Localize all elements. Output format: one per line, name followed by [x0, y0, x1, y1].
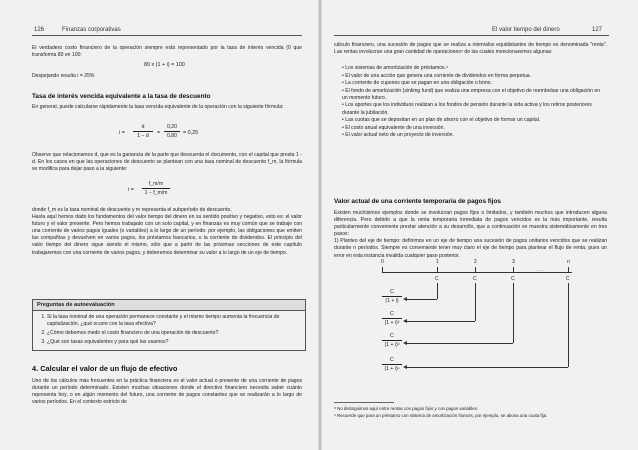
connector: [475, 283, 476, 321]
footnote: ⁹ Recuerde que para un préstamo con sistema de amortización francés, por ejemplo, se abona una cuota fija.: [334, 413, 548, 418]
formula-denominator: 1 − d: [137, 132, 149, 139]
question-list: [33, 314, 299, 348]
annuity-examples-list: [334, 65, 607, 140]
tick-label: 2: [474, 259, 477, 265]
page-number-right: 127: [592, 27, 603, 33]
formula-result: = 0,25: [183, 130, 199, 136]
formula2-denominator: 1 − f_m/m: [144, 189, 168, 196]
list-item: • El valor de una acción que genera una corriente de dividendos en forma perpetua.: [342, 73, 607, 80]
pv-denominator: (1 + i)³: [384, 341, 400, 348]
header-rule: [32, 35, 302, 36]
self-assessment-title: Preguntas de autoevaluación: [33, 300, 305, 311]
equation-1: 80 x (1 + i) = 100: [144, 62, 185, 68]
paragraph-3: donde f_m es la tasa nominal de descuento y m representa el subperíodo de descuento. Hasta aquí hemos dado los fundamentos del valor tiempo del dinero en su sentido positivo y negativo, esto es: el valor futuro y el valor presente. Pero hemos trabajado con un solo capital, y en finanzas es muy común que se trabaje con una corriente de varios pagos iguales (o variables) a lo largo de un período: por ejemplo, las obligaciones que emiten las compañías y devuelven en varios pagos, los préstamos bancarios, o la corriente de dividendos. El principio del valor tiempo del dinero sigue siendo el mismo, sólo que a partir de las próximas secciones de este capítulo trabajaremos con una corriente de varios pagos, y deberemos determinar su valor a lo largo de un eje de tiempo.: [32, 207, 302, 256]
formula2-lhs: i =: [128, 187, 134, 193]
pv-numerator: C: [390, 311, 394, 317]
connector: [513, 283, 514, 343]
list-item: • El valor actual neto de un proyecto de inversión.: [342, 132, 607, 139]
formula2-fraction: [142, 181, 170, 196]
right-section-paragraph: Existen muchísimos ejemplos donde se involucran pagos fijos o limitados, y también muchos que introducen alguna diferencia. Pero debido a que la renta temporaria inmediata de pagos vencidos es la más importante, resulta particularmente conveniente prestar atención a su desarrollo, que a continuación se muestra sistemáticamente en tres pasos: 1) Planteo del eje de tiempo: definimos en un eje de tiempo una sucesión de pagos unitarios vencidos que se realizan durante n períodos. Siempre es conveniente tener muy claro el eje de tiempo para plantear el flujo de renta, pues un error en esta instancia invalida cualquier paso posterior.: [334, 210, 607, 259]
list-item: • El costo anual equivalente de una inversión.: [342, 125, 607, 132]
running-title-right: El valor tiempo del dinero: [492, 27, 560, 33]
tick-label: 1: [436, 259, 439, 265]
present-value-term: [382, 357, 402, 372]
pv-denominator: (1 + i)ⁿ: [384, 365, 400, 372]
page-number-left: 126: [34, 27, 45, 33]
arrow-icon: [403, 341, 407, 345]
tick-label: n: [567, 259, 570, 265]
axis-tick: [475, 267, 476, 272]
formula-numerator-2: 0,20: [167, 124, 177, 130]
right-section-heading: Valor actual de una corriente temporaria de pagos fijos: [334, 198, 501, 205]
payment-label: C: [566, 276, 570, 282]
footnote: ⁸ No distinguimos aquí entre rentas con pagos fijos y con pagos variables.: [334, 406, 479, 411]
formula-fraction-1: [133, 124, 153, 139]
connector: [406, 367, 568, 368]
right-paragraph-1: cálculo financiero, una sucesión de pagos que se realiza a intervalos equidistantes de tiempo es denominada "renta". Las rentas involucran una gran cantidad de operaciones⁸ de las cuales mencionaremos algunas:: [334, 42, 607, 56]
present-value-term: [382, 289, 402, 304]
left-page: [0, 0, 318, 450]
section-4-heading: 4. Calcular el valor de un flujo de efectivo: [32, 364, 178, 373]
connector: [406, 343, 513, 344]
pv-numerator: C: [390, 333, 394, 339]
ellipsis-label: ......: [537, 267, 544, 272]
connector: [406, 299, 437, 300]
question-item: 3. ¿Qué son tasas equivalentes y para qué las usamos?: [47, 339, 299, 346]
list-item: • Las cuotas que se depositan en un plan de ahorro con el objetivo de formar un capital.: [342, 117, 607, 124]
question-item: 2. ¿Cómo debemos medir el costo financiero de una operación de descuento?: [47, 330, 299, 337]
arrow-icon: [403, 365, 407, 369]
pv-denominator: (1 + i): [385, 297, 399, 304]
axis-tick: [437, 267, 438, 272]
connector: [406, 321, 475, 322]
header-rule-right: [334, 35, 609, 36]
pv-numerator: C: [390, 289, 394, 295]
equation-result: Despejando resulta i = 25%: [32, 73, 95, 79]
tick-label: 0: [381, 259, 384, 265]
payment-label: C: [511, 276, 515, 282]
formula-lhs: i =: [119, 130, 125, 136]
list-item: • Los sistemas de amortización de préstamos.⁹: [342, 65, 607, 72]
section-paragraph: En general, puede calcularse rápidamente la tasa vencida equivalente de la operación con la siguiente fórmula:: [32, 104, 284, 110]
pv-denominator: (1 + i)²: [384, 319, 400, 326]
present-value-term: [382, 333, 402, 348]
section-4-paragraph: Uno de los cálculos más frecuentes en la práctica financiera es el valor actual o presente de una corriente de pagos durante un período determinado. Existen muchas situaciones donde el directivo financiero necesita saber cuánto representa hoy, o en algún momento del futuro, una corriente de pagos constantes que se realizarán a lo largo de varios períodos. En el contexto estricto de: [32, 378, 302, 406]
right-page: [322, 0, 638, 450]
footnote-separator: [334, 402, 394, 403]
connector: [437, 283, 438, 299]
tick-label: 3: [512, 259, 515, 265]
formula-fraction-2: [164, 124, 180, 139]
list-item: • Los aportes que los individuos realizan a los fondos de pensión durante la vida activa y los retiros posteriores durante la jubilación.: [342, 102, 607, 116]
pv-numerator: C: [390, 357, 394, 363]
question-item: 1. Si la tasa nominal de una operación permanece constante y el mismo tiempo aumenta la frecuencia de capitalización, ¿qué ocurre con la tasa efectiva?: [47, 314, 299, 328]
payment-label: C: [435, 276, 439, 282]
formula-numerator: d: [141, 124, 145, 130]
connector: [568, 283, 569, 367]
arrow-icon: [403, 297, 407, 301]
present-value-term: [382, 311, 402, 326]
axis-tick: [382, 267, 383, 272]
payment-label: C: [473, 276, 477, 282]
arrow-icon: [403, 319, 407, 323]
formula-denominator-2: 0,80: [167, 132, 177, 139]
section-heading: Tasa de interés vencida equivalente a la tasa de descuento: [32, 93, 211, 100]
formula2-numerator: f_m/m: [148, 181, 164, 187]
axis-tick: [513, 267, 514, 272]
list-item: • La corriente de cupones que se pagan en una obligación o bono.: [342, 80, 607, 87]
intro-paragraph: El verdadero costo financiero de la operación siempre está representado por la tasa de interés vencida (0 que transforma 80 en 100:: [32, 45, 302, 59]
self-assessment-box: [32, 299, 306, 351]
running-title-left: Finanzas corporativas: [62, 27, 121, 33]
list-item: • El fondo de amortización (sinking fund) que realiza una empresa con el objetivo de reembolsar una obligación en un momento futuro.: [342, 88, 607, 102]
paragraph-2: Observe que relacionamos d, que es la ganancia de la parte que descuenta el documento, con el capital que presta 1 - d. En los casos en que las operaciones de descuento se plantean con una tasa nominal de descuento f_m, la fórmula se modifica para dejar paso a la siguiente:: [32, 152, 302, 173]
formula-equals: =: [157, 130, 161, 136]
axis-tick: [568, 267, 569, 272]
